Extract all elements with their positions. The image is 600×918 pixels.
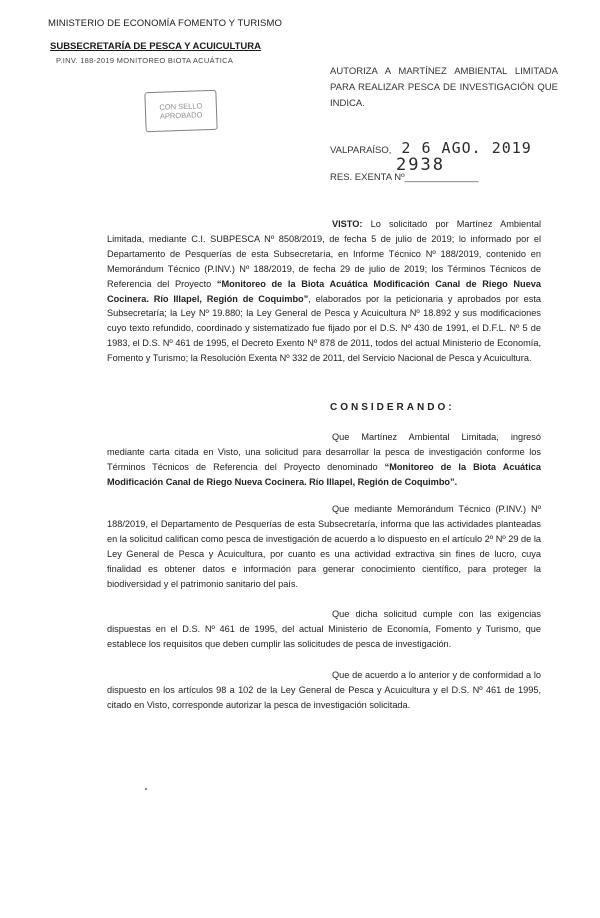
considerando-2-text: Que mediante Memorándum Técnico (P.INV.) Nº 188/2019, el Departamento de Pesquerías de esta Subsecretaría, informa que las actividades planteadas en la solicitud califican como pesca de investigación de acuerdo a lo dispuesto en el artículo 2º Nº 29 de la Ley General de Pesca y Acuicultura, por cuanto es una actividad extractiva sin fines de lucro, cuya finalidad es obtener datos e información para generar conocimiento científico, para proteger la biodiversidad y el patrimonio sanitario del país. (107, 504, 541, 589)
scan-speck (145, 788, 147, 790)
stamp-line-2: APROBADO (159, 110, 203, 121)
document-reference: P.INV. 188-2019 MONITOREO BIOTA ACUÁTICA (56, 56, 234, 65)
resolution-label: RES. EXENTA Nº (330, 172, 405, 183)
vistos-paragraph (107, 217, 541, 366)
resolution-subject: AUTORIZA A MARTÍNEZ AMBIENTAL LIMITADA PARA REALIZAR PESCA DE INVESTIGACIÓN QUE INDICA. (330, 66, 558, 109)
considerando-3-text: Que dicha solicitud cumple con las exigencias dispuestas en el D.S. Nº 461 de 1995, del actual Ministerio de Economía, Fomento y Turismo, que establece los requisitos que deben cumplir las solicitudes de pesca de investigación. (107, 609, 541, 649)
stamp-line-1: CON SELLO (159, 100, 203, 112)
ministry-name: MINISTERIO DE ECONOMÍA FOMENTO Y TURISMO (48, 18, 282, 29)
vistos-project: “Monitoreo de la Biota Acuática Modificación Canal de Riego Nueva Cocinera. Río Illapel, Región de Coquimbo” (107, 278, 541, 304)
considerando-3 (107, 607, 541, 652)
vistos-text: Lo solicitado por Martínez Ambiental Limitada, mediante C.I. SUBPESCA Nº 8508/2019, de fecha 5 de julio de 2019; lo informado por el Departamento de Pesquerías de esta Subsecretaría, en Informe Técnico Nº 188/2019, contenido en Memorándum Técnico (P.INV.) Nº 188/2019, de fecha 29 de julio de 2019; los Términos Técnicos de Referencia del Proyecto (107, 219, 541, 289)
considerando-1-text: Que Martínez Ambiental Limitada, ingresó mediante carta citada en Visto, una solicitud para desarrollar la pesca de investigación conforme los Términos Técnicos de Referencia del Proyecto denominado (107, 432, 541, 472)
considerando-4-text: Que de acuerdo a lo anterior y de conformidad a lo dispuesto en los artículos 98 a 102 de la Ley General de Pesca y Acuicultura y el D.S. Nº 461 de 1995, citado en Visto, corresponde autorizar la pesca de investigación solicitada. (107, 670, 541, 710)
vistos-lead: VISTO: (332, 219, 363, 229)
place-label: VALPARAÍSO, (330, 145, 392, 156)
considerando-2 (107, 502, 541, 591)
approval-stamp (144, 90, 217, 132)
resolution-line (330, 172, 479, 183)
resolution-number: 2938 (396, 155, 445, 175)
vistos-text-2: , elaborados por la peticionaria y aprobados por esta Subsecretaría; la Ley Nº 19.880; la Ley General de Pesca y Acuicultura Nº 18.892 y sus modificaciones cuyo texto refundido, coordinado y sistematizado fue fijado por el D.S. Nº 430 de 1991, el D.F.L. Nº 5 de 1983, el D.S. Nº 461 de 1995, el Decreto Exento Nº 878 de 2011, todos del actual Ministerio de Economía, Fomento y Turismo; la Resolución Exenta Nº 332 de 2011, del Servicio Nacional de Pesca y Acuicultura. (107, 293, 541, 364)
considerando-4 (107, 668, 541, 713)
date-stamp: 2 6 AGO. 2019 (401, 139, 532, 157)
considerando-1 (107, 430, 541, 490)
considerando-1-project: “Monitoreo de la Biota Acuática Modificación Canal de Riego Nueva Cocinera. Río Illapel, Región de Coquimbo”. (107, 461, 541, 487)
considerando-title: CONSIDERANDO: (330, 402, 455, 413)
subsecretaria-name: SUBSECRETARÍA DE PESCA Y ACUICULTURA (50, 41, 261, 52)
resolution-blank: ______________ (404, 172, 479, 183)
